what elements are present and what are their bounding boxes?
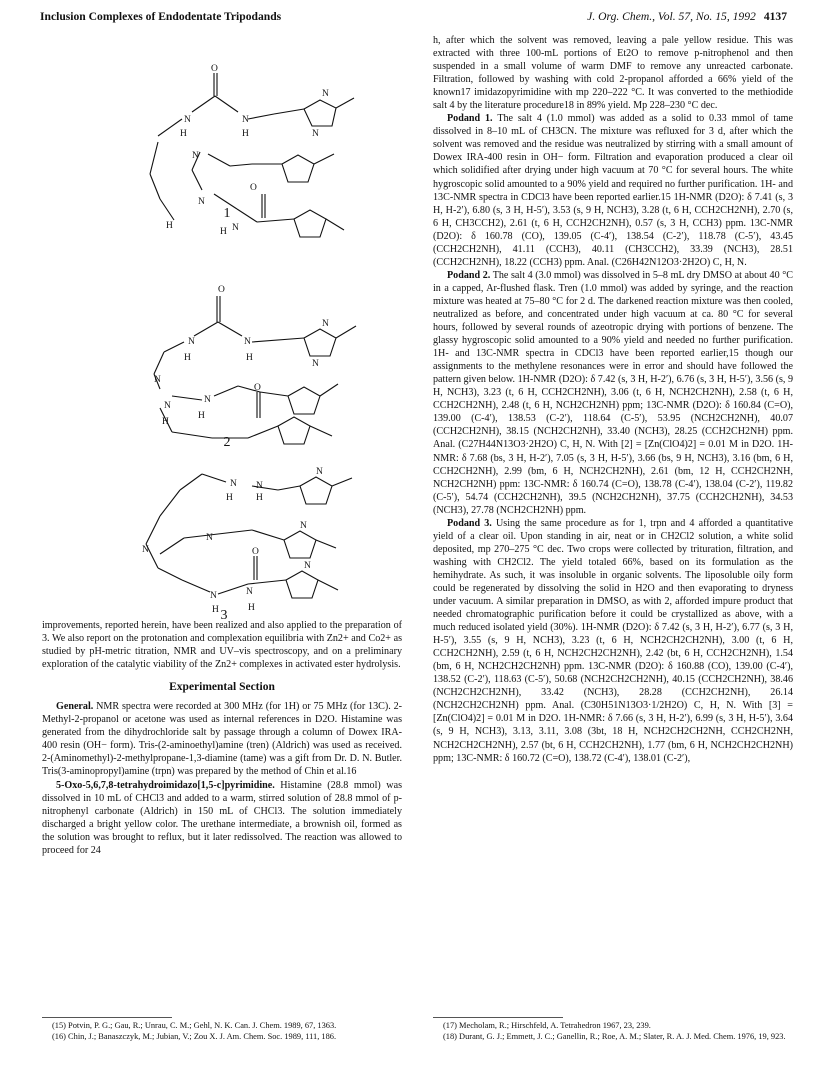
imidazopyrimidine-paragraph [42, 779, 402, 857]
oxygen-atom: O [254, 383, 261, 393]
right-column [433, 34, 793, 765]
nitrogen-atom: N [192, 151, 199, 161]
hydrogen-atom: H [180, 129, 187, 139]
oxygen-atom: O [252, 547, 259, 557]
nitrogen-atom: N [206, 533, 213, 543]
oxygen-atom: O [218, 285, 225, 295]
footnote: (17) Mecholam, R.; Hirschfeld, A. Tetrahedron 1967, 23, 239. [443, 1021, 651, 1030]
left-column [42, 34, 402, 857]
podand-3-paragraph [433, 517, 793, 765]
hydrogen-atom: H [212, 605, 219, 615]
compound-label-1: 1 [223, 206, 231, 221]
nitrogen-atom: N [256, 481, 263, 491]
oxygen-atom: O [250, 183, 257, 193]
intro-paragraph: improvements, reported herein, have been realized and also applied to the preparation of 3. We also report on the protonation and complexation equilibria with Zn2+ and Co2+ as studied by pH-metric titration, NMR and UV–vis spectroscopy, and on a preliminary exploration of the catalytic viability of the Zn2+ complexes in activated ester hydrolysis. [42, 620, 402, 671]
nitrogen-atom: N [316, 467, 323, 477]
podand-2-paragraph [433, 269, 793, 517]
nitrogen-atom: N [154, 375, 161, 385]
hydrogen-atom: H [242, 129, 249, 139]
nitrogen-atom: N [164, 401, 171, 411]
nitrogen-atom: N [304, 561, 311, 571]
hydrogen-atom: H [198, 411, 205, 421]
general-text: NMR spectra were recorded at 300 MHz (for 1H) or 75 MHz (for 13C). 2-Methyl-2-propanol or acetone was used as internal references in D2O. Histamine was generated from the dihydrochloride salt by passage through a column of Dowex IRA-400 resin (OH− form). Tris-(2-aminoethyl)amine (tren) (Aldrich) was used as received. 2-(Aminomethyl)-2-methylpropane-1,3-diamine (tame) was a gift from Dr. D. N. Butler. Tris(3-aminopropyl)amine (trpn) was prepared by the method of Chin et al.16 [42, 701, 402, 778]
section-title: Experimental Section [169, 681, 275, 694]
nitrogen-atom: N [198, 197, 205, 207]
nitrogen-atom: N [312, 359, 319, 369]
hydrogen-atom: H [184, 353, 191, 363]
nitrogen-atom: N [142, 545, 149, 555]
nitrogen-atom: N [322, 89, 329, 99]
nitrogen-atom: N [188, 337, 195, 347]
podand-2-text: The salt 4 (3.0 mmol) was dissolved in 5–8 mL dry DMSO at about 40 °C in a capped, Ar-flushed flask. Tren (1.0 mmol) was added by syringe, and the reaction mixture was heated at 75–80 °C for 2 d. The darkened reaction mixture was then cooled, neutralized as before, and concentrated under high vacuum at ca. 80 °C for several hours, followed by several rounds of azeotropic drying with portions of benzene. The glassy hygroscopic solid amounted to a 90% yield and needed no further purification. 1H- and 13C-NMR spectra in CDCl3 have been reported earlier,15 though our assignments to the methylene resonances were in error and should have followed the pattern given below. 1H-NMR (D2O): δ 7.42 (s, 3 H, H-2′), 6.76 (s, 3 H, H-5′), 3.56 (s, 9 H, NCH3), 3.23 (t, 6 H, CCH2CH2NH), 3.06 (t, 6 H, NCH2CH2NH), 2.58 (t, 6 H, CCH2CH2NH), 2.48 (t, 6 H, NCH2CH2NH) ppm; 13C-NMR (D2O): δ 160.84 (C=O), 139.00 (C-4′), 138.53 (C-2′), 118.64 (C-5′), 53.95 (NCH2CH2NH), 40.07 (CCH2CH2NH), 38.15 (NCH2CH2NH), 33.40 (NCH3), 28.25 (CCH2CH2NH) ppm. Anal. (C27H44N13O3·2H2O) C, H, N. With [2] = [Zn(ClO4)2] = 0.01 M in D2O. 1H-NMR: δ 7.68 (bs, 3 H, H-2′), 7.05 (s, 3 H, H-5′), 3.66 (bs, 9 H, NCH3), 3.16 (bm, 6 H, CCH2CH2NH), 2.99 (bm, 6 H, NCH2CH2NH), 2.61 (bm, 12 H, CCH2CH2NH, NCH2CH2NH) ppm: 13C-NMR: δ 160.74 (C=O), 138.78 (C-4′), 138.04 (C-2′), 119.82 (C-5′), 54.74 (CCH2CH2NH), 39.5 (NCH2CH2NH), 37.75 (CCH2CH2NH), 34.53 (NCH3), 27.78 (NCH2CH2NH) ppm. [433, 269, 793, 516]
running-title: Inclusion Complexes of Endodentate Tripodands [40, 10, 282, 23]
nitrogen-atom: N [210, 591, 217, 601]
hydrogen-atom: H [246, 353, 253, 363]
structure-3-drawing [146, 474, 352, 598]
general-paragraph [42, 700, 402, 778]
hydrogen-atom: H [166, 221, 173, 231]
nitrogen-atom: N [244, 337, 251, 347]
nitrogen-atom: N [322, 319, 329, 329]
compound-label-3: 3 [220, 608, 228, 623]
journal-info: J. Org. Chem., Vol. 57, No. 15, 1992 [587, 10, 756, 23]
imidazopyrimidine-heading: 5-Oxo-5,6,7,8-tetrahydroimidazo[1,5-c]pyrimidine. [56, 779, 275, 791]
footnote: (15) Potvin, P. G.; Gau, R.; Unrau, C. M.; Gehl, N. K. Can. J. Chem. 1989, 67, 1363. [52, 1021, 337, 1030]
chemical-structures-figure [42, 34, 402, 623]
nitrogen-atom: N [230, 479, 237, 489]
nitrogen-atom: N [204, 395, 211, 405]
structures-drawing [42, 34, 402, 619]
hydrogen-atom: H [162, 417, 169, 427]
podand-1-text: The salt 4 (1.0 mmol) was added as a solid to 0.33 mmol of tame dissolved in 8–10 mL of CH3CN. The mixture was refluxed for 3 d, after which the solvent was removed and the residue was neutralized by stirring with a small amount of Dowex IRA-400 resin in OH− form. Filtration and evaporation produced a clear oil which solidified after drying under high vacuum at 70 °C for several hours. The white hygroscopic solid amounted to a 90% yield and required no further purification. 1H- and 13C-NMR spectra in CDCl3 have been reported earlier.15 1H-NMR (D2O): δ 7.41 (s, 3 H, H-2′), 6.80 (s, 3 H, H-5′), 3.53 (s, 9 H, NCH3), 3.28 (t, 6 H, CCH2CH2NH), 2.70 (s, 6 H, CH3CCH2), 2.61 (t, 6 H, CCH2CH2NH), 0.57 (s, 3 H, CCH3) ppm. 13C-NMR (D2O): δ 160.78 (CO), 139.05 (C-4′), 138.54 (C-2′), 118.78 (C-5′), 43.45 (CCH2CH2NH), 41.11 (CCH3), 40.11 (CH3CCH2), 33.39 (NCH3), 28.51 (CCH2CH2NH), 18.22 (CCH3) ppm. Anal. (C26H42N12O3·2H2O) C, H, N. [433, 113, 794, 268]
oxygen-atom: O [211, 64, 218, 74]
hydrogen-atom: H [226, 493, 233, 503]
podand-1-paragraph [433, 112, 793, 269]
page-number: 4137 [763, 10, 787, 23]
nitrogen-atom: N [184, 115, 191, 125]
footnote-rule-right [433, 1017, 563, 1018]
hydrogen-atom: H [256, 493, 263, 503]
nitrogen-atom: N [300, 521, 307, 531]
podand-3-heading: Podand 3. [447, 517, 492, 529]
journal-citation [587, 10, 787, 23]
general-heading: General. [56, 701, 94, 713]
podand-1-heading: Podand 1. [447, 113, 493, 125]
podand-2-heading: Podand 2. [447, 269, 491, 281]
compound-label-2: 2 [223, 435, 231, 450]
nitrogen-atom: N [242, 115, 249, 125]
podand-3-text: Using the same procedure as for 1, trpn and 4 afforded a quantitative yield of a clear oil. Upon standing in air, neat or in CH2Cl2 solution, a white solid deposited, mp 270–275 °C dec. Two crops were collected by trituration, filtration, and washing with CH2Cl2. The yield totaled 66%, based on its formulation as the hemihydrate. As such, it was insoluble in organic solvents. The liposoluble oily form could be regenerated by dissolving the solid in H2O and then evaporating to dryness under vacuum. A similar preparation in DMSO, as with 2, afforded impure product that needed chromatographic purification before it could be crystallized as above, with a much reduced isolated yield (30%). 1H-NMR (D2O): δ 7.42 (s, 3 H, H-2′), 6.77 (s, 3 H, H-5′), 3.55 (s, 9 H, NCH3), 3.23 (t, 6 H, NCH2CH2CH2NH), 3.00 (t, 6 H, CCH2CH2NH), 2.59 (t, 6 H, NCH2CH2CH2NH), 2.42 (bt, 6 H, CCH2CH2NH), 1.54 (bm, 6 H, NCH2CH2CH2NH) ppm. 13C-NMR (D2O): δ 160.88 (CO), 139.00 (C-4′), 138.52 (C-2′), 118.63 (C-5′), 50.68 (NCH2CH2CH2NH), 40.15 (CCH2CH2NH), 38.46 (NCH2CH2CH2NH), 33.42 (NCH3), 28.28 (CCH2CH2NH), 26.14 (NCH2CH2CH2NH) ppm. Anal. (C30H51N13O3·1/2H2O) C, H, N. With [3] = [Zn(ClO4)2] = 0.01 M in D2O. 1H-NMR: δ 7.66 (s, 3 H, H-2′), 6.99 (s, 3 H, H-5′), 3.64 (s, 9 H, NCH3), 3.13, 3.11, 3.08 (3bt, 18 H, NCH2CH2CH2NH, CCH2CH2NH, NCH2CH2CH2NH), 2.57 (bt, 6 H, CCH2CH2NH), 1.77 (bm, 6 H, NCH2CH2CH2NH) ppm; 13C-NMR: δ 160.72 (C=O), 138.72 (C-4′), 138.01 (C-2′), [433, 517, 794, 764]
imidazopyrimidine-text: Histamine (28.8 mmol) was dissolved in 10 mL of CHCl3 and added to a warm, stirred solution of 28.8 mmol of p-nitrophenyl carbonate (Aldrich) in 150 mL of CHCl3. The solution immediately discharged a bright yellow color. The urethane intermediate, a brownish oil, formed as the solution was brought to reflux, but it later redissolved. The reaction was allowed to proceed for 24 [42, 779, 402, 856]
hydrogen-atom: H [220, 227, 227, 237]
footnotes-right [433, 1021, 793, 1042]
nitrogen-atom: N [312, 129, 319, 139]
footnotes-left [42, 1021, 402, 1042]
continuation-paragraph: h, after which the solvent was removed, leaving a pale yellow residue. This was extracted with three 100-mL portions of Et2O to remove p-nitrophenol and then suspended in a small volume of warm DMF to remove any unreacted carbonate. Filtration, followed by washing with cold 2-propanol afforded a 66% yield of the known17 imidazopyrimidine with mp 220–222 °C. It was converted to the methiodide salt 4 by the literature procedure18 in 89% yield. Mp 228–230 °C dec. [433, 35, 793, 112]
nitrogen-atom: N [232, 223, 239, 233]
nitrogen-atom: N [246, 587, 253, 597]
footnote: (18) Durant, G. J.; Emmett, J. C.; Ganellin, R.; Roe, A. M.; Slater, R. A. J. Med. Chem. 1976, 19, 923. [443, 1031, 786, 1041]
footnote-rule-left [42, 1017, 172, 1018]
footnote: (16) Chin, J.; Banaszczyk, M.; Jubian, V.; Zou X. J. Am. Chem. Soc. 1989, 111, 186. [52, 1031, 337, 1041]
hydrogen-atom: H [248, 603, 255, 613]
